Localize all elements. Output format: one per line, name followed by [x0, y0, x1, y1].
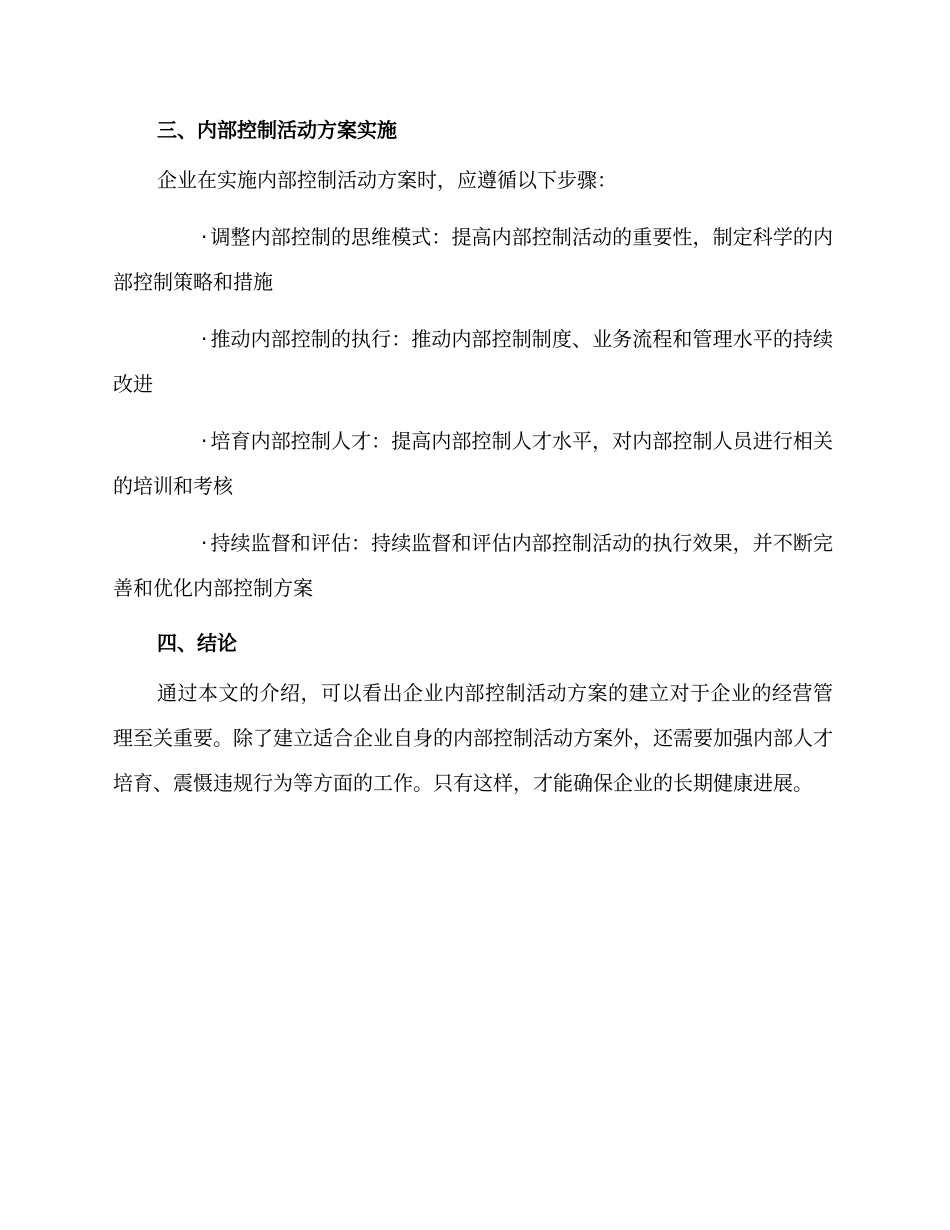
bullet-icon: ·: [201, 225, 208, 249]
list-item: [113, 521, 833, 611]
bullet-icon: ·: [201, 429, 208, 453]
section-heading-implementation: 三、内部控制活动方案实施: [157, 118, 397, 142]
conclusion-paragraph: 通过本文的介绍，可以看出企业内部控制活动方案的建立对于企业的经营管理至关重要。除了建立适合企业自身的内部控制活动方案外，还需要加强内部人才培育、震慑违规行为等方面的工作。只有这样，才能确保企业的长期健康进展。: [113, 681, 833, 795]
list-item: [113, 419, 833, 509]
section-intro: 企业在实施内部控制活动方案时，应遵循以下步骤：: [157, 168, 617, 192]
list-item-text: 调整内部控制的思维模式：提高内部控制活动的重要性，制定科学的内部控制策略和措施: [113, 225, 833, 294]
list-item-text: 培育内部控制人才：提高内部控制人才水平，对内部控制人员进行相关的培训和考核: [113, 429, 833, 498]
list-item: [113, 215, 833, 305]
document-body: [113, 110, 833, 818]
list-item-text: 持续监督和评估：持续监督和评估内部控制活动的执行效果，并不断完善和优化内部控制方案: [113, 531, 833, 600]
list-item: [113, 317, 833, 407]
bullet-icon: ·: [201, 327, 208, 351]
bullet-icon: ·: [201, 531, 208, 555]
section-heading-conclusion: 四、结论: [157, 631, 237, 655]
list-item-text: 推动内部控制的执行：推动内部控制制度、业务流程和管理水平的持续改进: [113, 327, 833, 396]
